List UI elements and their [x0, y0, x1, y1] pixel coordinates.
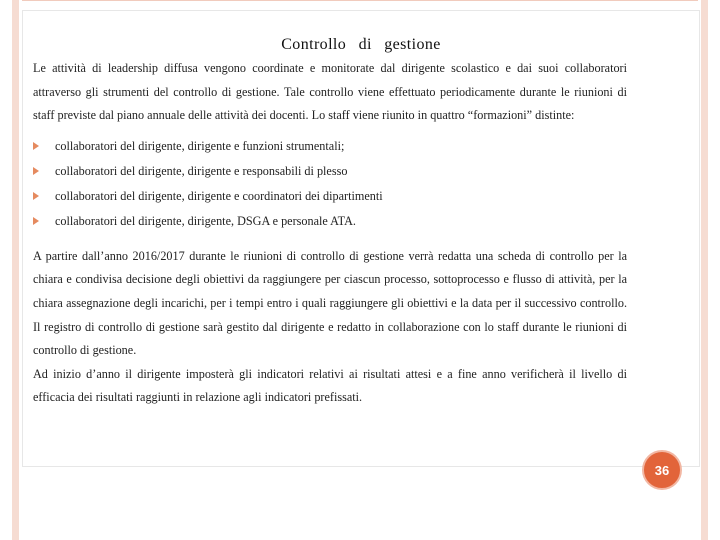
bullet-item — [33, 135, 627, 160]
arrow-bullet-icon — [33, 142, 39, 150]
arrow-bullet-icon — [33, 167, 39, 175]
title-word: di — [358, 36, 372, 53]
bullet-text: collaboratori del dirigente, dirigente e funzioni strumentali; — [55, 138, 345, 153]
bullet-list — [33, 135, 627, 235]
page-number-badge: 36 — [642, 450, 682, 490]
title-word: gestione — [384, 36, 441, 53]
bullet-item — [33, 160, 627, 185]
intro-paragraph: Le attività di leadership diffusa vengono coordinate e monitorate dal dirigente scolastico e dai suoi collaboratori attraverso gli strumenti del controllo di gestione. Tale controllo viene effettuato periodicamente durante le riunioni di staff previste dal piano annuale delle attività dei docenti. Lo staff viene riunito in quattro “formazioni” distinte: — [33, 61, 627, 123]
arrow-bullet-icon — [33, 217, 39, 225]
title-word: Controllo — [281, 36, 347, 53]
slide-title — [23, 36, 699, 54]
evaluation-paragraph: Ad inizio d’anno il dirigente imposterà gli indicatori relativi ai risultati attesi e a fine anno verificherà il livello di efficacia dei risultati raggiunti in relazione agli indicatori prefissati. — [33, 366, 627, 405]
left-frame-bar — [12, 0, 19, 540]
right-frame-bar — [701, 0, 708, 540]
bullet-item — [33, 210, 627, 235]
bullet-item — [33, 185, 627, 210]
bullet-text: collaboratori del dirigente, dirigente e responsabili di plesso — [55, 163, 348, 178]
bullet-text: collaboratori del dirigente, dirigente, DSGA e personale ATA. — [55, 213, 356, 228]
bullet-text: collaboratori del dirigente, dirigente e coordinatori dei dipartimenti — [55, 188, 383, 203]
planning-paragraph: A partire dall’anno 2016/2017 durante le riunioni di controllo di gestione verrà redatta una scheda di controllo per la chiara e condivisa decisione degli obiettivi da raggiungere per ciascun processo, sottoprocesso e flusso di attività, per la chiara assegnazione degli incarichi, per i tempi entro i quali raggiungere gli obiettivi e la data per il successivo controllo. Il registro di controllo di gestione sarà gestito dal dirigente e redatto in collaborazione con lo staff durante le riunioni di controllo di gestione. — [33, 248, 627, 358]
arrow-bullet-icon — [33, 192, 39, 200]
slide-content — [33, 57, 627, 410]
top-frame-line — [22, 0, 698, 1]
